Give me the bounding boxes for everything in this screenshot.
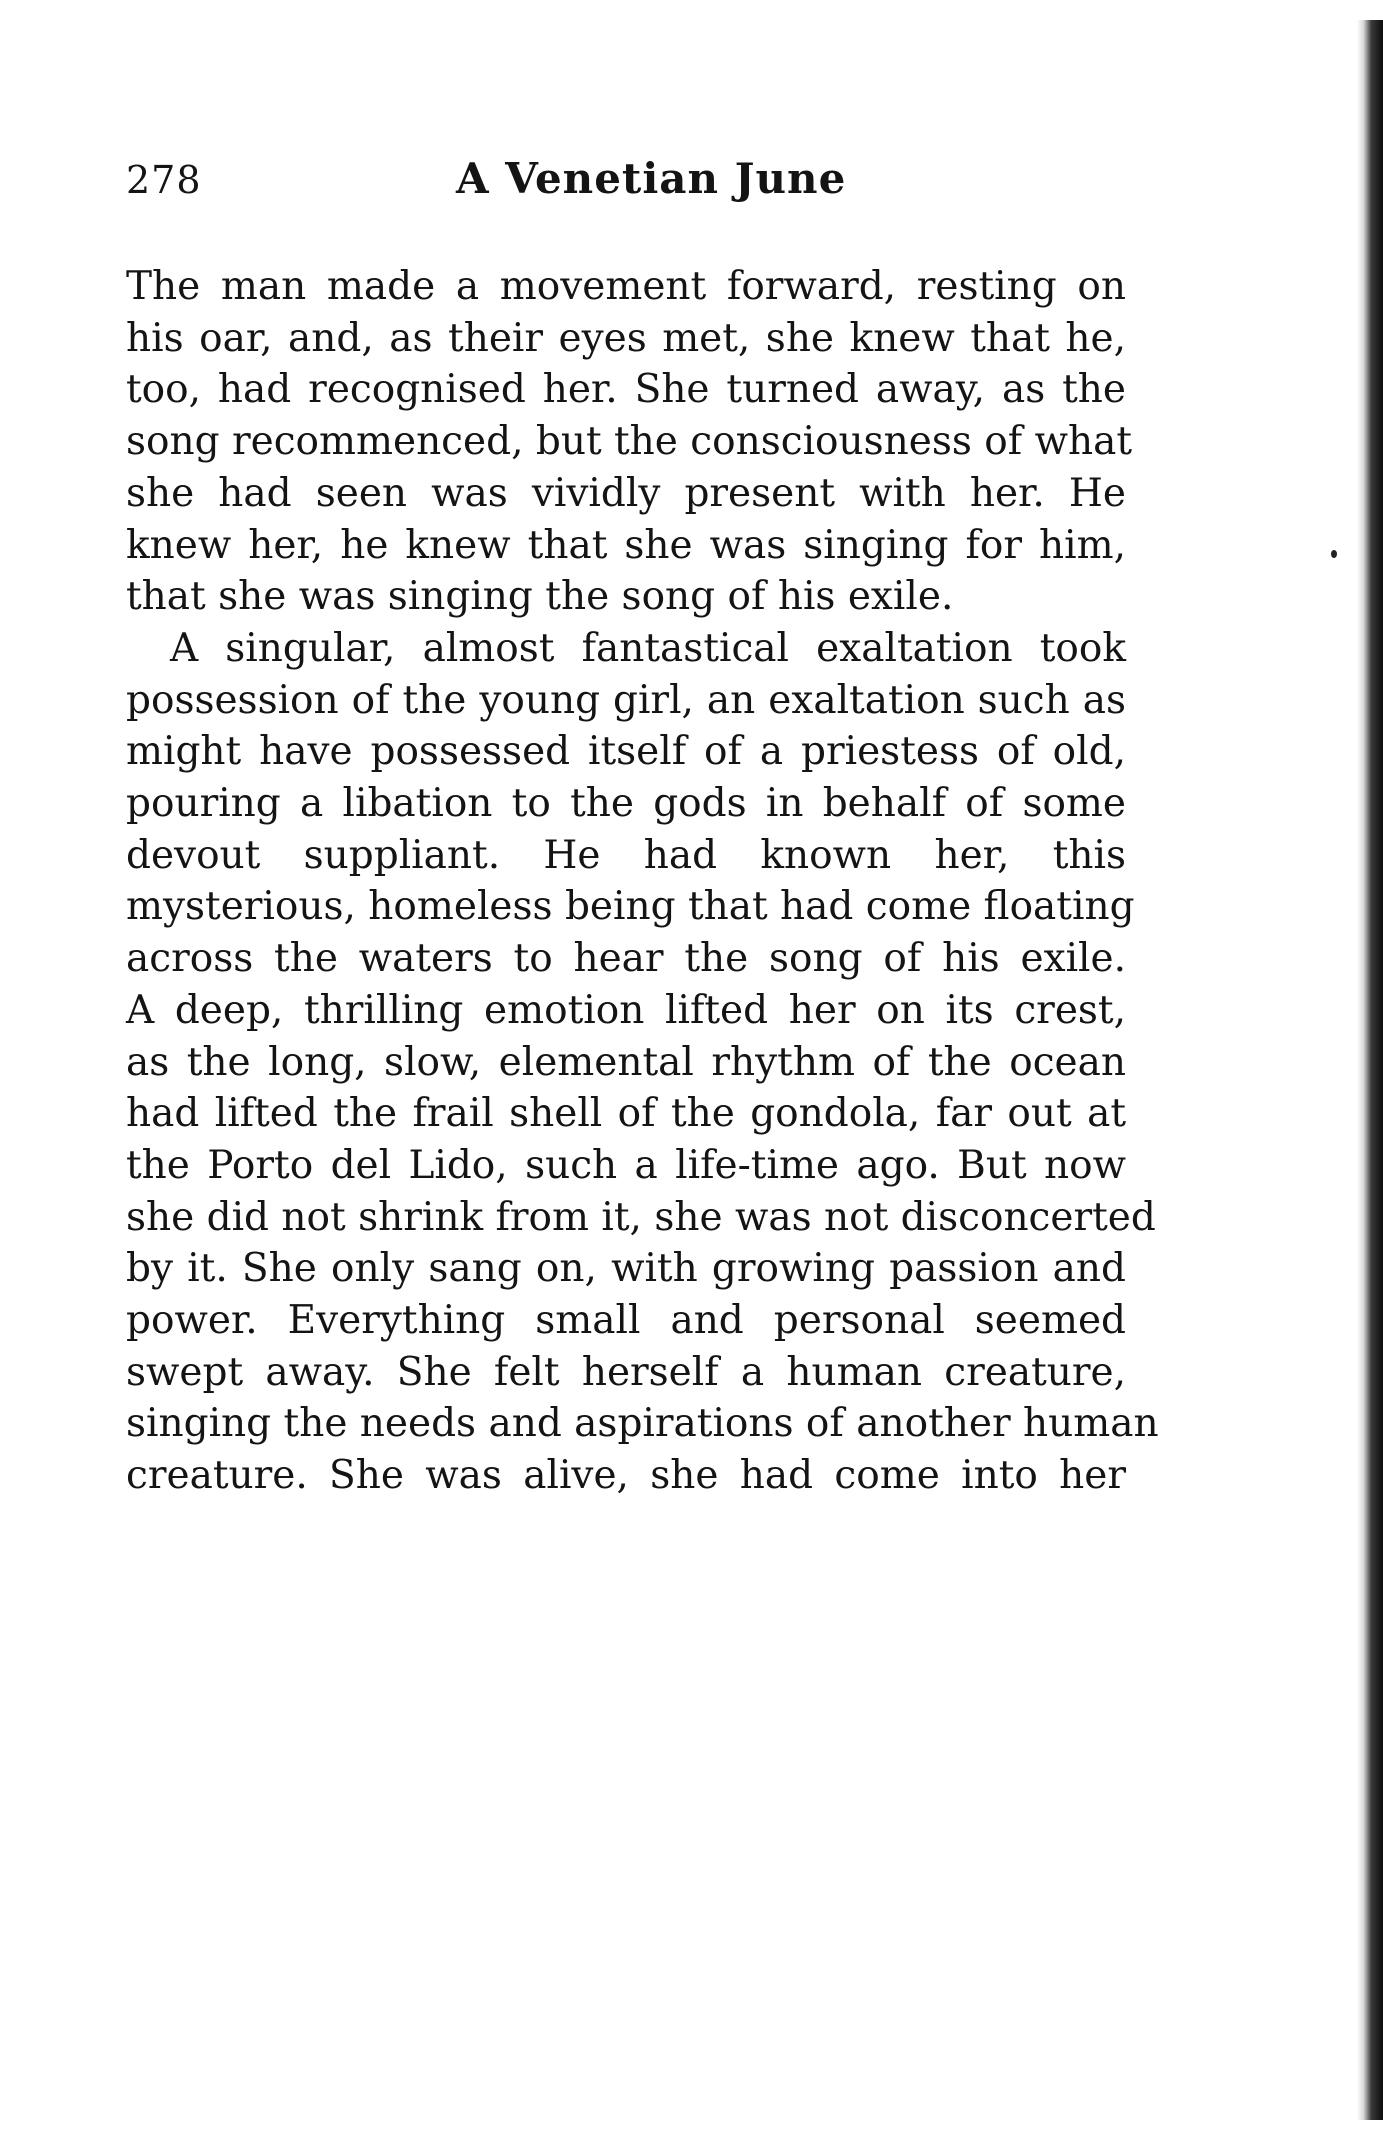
text-line: might have possessed itself of a priestess of old, bbox=[126, 729, 1126, 775]
text-line: that she was singing the song of his exile. bbox=[126, 574, 954, 620]
text-line: she had seen was vividly present with her. He bbox=[126, 470, 1126, 516]
text-line: possession of the young girl, an exaltation such as bbox=[126, 677, 1126, 723]
text-line: The man made a movement forward, resting on bbox=[126, 264, 1126, 309]
text-line: power. Everything small and personal seemed bbox=[126, 1298, 1126, 1343]
text-line: knew her, he knew that she was singing for him, bbox=[126, 522, 1126, 568]
ink-speck bbox=[1331, 550, 1337, 558]
text-line: song recommenced, but the consciousness of what bbox=[126, 419, 1133, 465]
text-line: as the long, slow, elemental rhythm of the ocean bbox=[126, 1039, 1126, 1085]
text-line: devout suppliant. He had known her, this bbox=[126, 832, 1126, 878]
page-binding-edge bbox=[1357, 20, 1383, 2120]
text-line: had lifted the frail shell of the gondola, far out at bbox=[126, 1091, 1126, 1137]
text-line: swept away. She felt herself a human creature, bbox=[126, 1349, 1126, 1395]
text-line: his oar, and, as their eyes met, she knew that he, bbox=[126, 315, 1126, 361]
text-line: by it. She only sang on, with growing passion and bbox=[126, 1246, 1126, 1292]
text-line: singing the needs and aspirations of another human bbox=[126, 1401, 1159, 1447]
text-line: pouring a libation to the gods in behalf of some bbox=[126, 781, 1126, 826]
page-number: 278 bbox=[126, 158, 202, 202]
text-line: A singular, almost fantastical exaltation took bbox=[170, 625, 1126, 671]
text-line: too, had recognised her. She turned away, as the bbox=[126, 367, 1126, 413]
text-line: mysterious, homeless being that had come floating bbox=[126, 884, 1135, 930]
text-line: creature. She was alive, she had come into her bbox=[126, 1453, 1126, 1499]
running-title: A Venetian June bbox=[456, 154, 847, 203]
page-header bbox=[126, 154, 1126, 218]
text-line: across the waters to hear the song of his exile. bbox=[126, 936, 1126, 982]
text-line: she did not shrink from it, she was not disconcerted bbox=[126, 1194, 1156, 1240]
text-line: A deep, thrilling emotion lifted her on its crest, bbox=[126, 987, 1126, 1033]
text-line: the Porto del Lido, such a life-time ago. But now bbox=[126, 1142, 1126, 1188]
